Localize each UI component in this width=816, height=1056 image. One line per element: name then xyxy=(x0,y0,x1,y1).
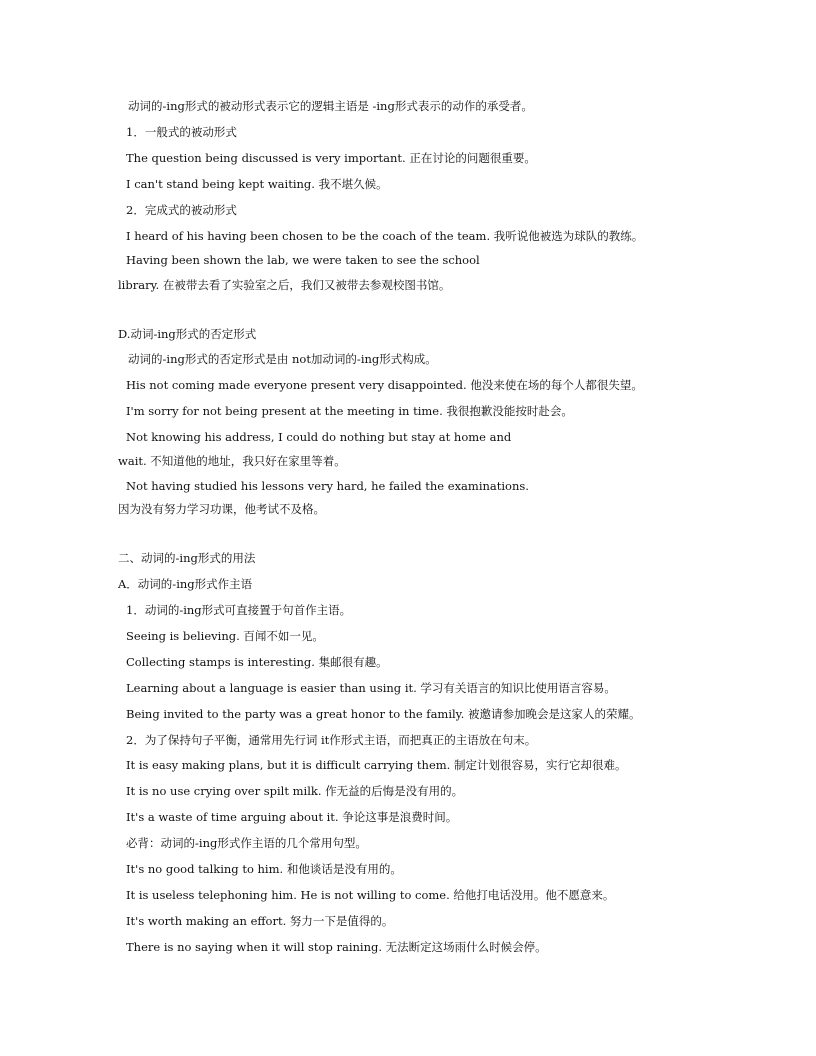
text-line-4: I can't stand being kept waiting. 我不堪久候。 xyxy=(126,177,388,191)
text-line-24: 2．为了保持句子平衡，通常用先行词 it作形式主语，而把真正的主语放在句末。 xyxy=(126,733,537,747)
text-line-13: Not knowing his address, I could do nothing but stay at home and xyxy=(126,430,512,444)
text-line-23: Being invited to the party was a great honor to the family. 被邀请参加晚会是这家人的荣耀。 xyxy=(126,707,641,721)
text-line-32: There is no saying when it will stop raining. 无法断定这场雨什么时候会停。 xyxy=(126,940,547,954)
section-heading-2: 二、动词的-ing形式的用法 xyxy=(118,551,256,565)
subsection-heading-a: A．动词的-ing形式作主语 xyxy=(118,577,253,591)
text-line-14: wait. 不知道他的地址，我只好在家里等着。 xyxy=(118,454,346,468)
text-line-20: Seeing is believing. 百闻不如一见。 xyxy=(126,629,324,643)
text-line-7: Having been shown the lab, we were taken to see the school xyxy=(126,253,480,267)
text-line-2: 1．一般式的被动形式 xyxy=(126,125,237,139)
text-line-19: 1．动词的-ing形式可直接置于句首作主语。 xyxy=(126,603,352,617)
text-line-27: It's a waste of time arguing about it. 争论这事是浪费时间。 xyxy=(126,810,458,824)
section-heading-d: D.动词-ing形式的否定形式 xyxy=(118,327,257,341)
text-line-1: 动词的-ing形式的被动形式表示它的逻辑主语是 -ing形式表示的动作的承受者。 xyxy=(128,99,533,113)
text-line-30: It is useless telephoning him. He is not willing to come. 给他打电话没用。他不愿意来。 xyxy=(126,888,615,902)
text-line-25: It is easy making plans, but it is difficult carrying them. 制定计划很容易，实行它却很难。 xyxy=(126,758,627,772)
text-line-29: It's no good talking to him. 和他谈话是没有用的。 xyxy=(126,862,402,876)
text-line-3: The question being discussed is very important. 正在讨论的问题很重要。 xyxy=(126,151,536,165)
text-line-21: Collecting stamps is interesting. 集邮很有趣。 xyxy=(126,655,388,669)
text-line-11: His not coming made everyone present very disappointed. 他没来使在场的每个人都很失望。 xyxy=(126,378,643,392)
text-line-12: I'm sorry for not being present at the meeting in time. 我很抱歉没能按时赴会。 xyxy=(126,404,573,418)
text-line-22: Learning about a language is easier than using it. 学习有关语言的知识比使用语言容易。 xyxy=(126,681,616,695)
text-line-6: I heard of his having been chosen to be the coach of the team. 我听说他被选为球队的教练。 xyxy=(126,229,644,243)
text-line-28: 必背：动词的-ing形式作主语的几个常用句型。 xyxy=(126,836,367,850)
text-line-26: It is no use crying over spilt milk. 作无益的后悔是没有用的。 xyxy=(126,784,464,798)
text-line-31: It's worth making an effort. 努力一下是值得的。 xyxy=(126,914,394,928)
text-line-8: library. 在被带去看了实验室之后，我们又被带去参观校图书馆。 xyxy=(118,278,451,292)
text-line-10: 动词的-ing形式的否定形式是由 not加动词的-ing形式构成。 xyxy=(128,352,437,366)
text-line-16: 因为没有努力学习功课，他考试不及格。 xyxy=(118,502,325,516)
text-line-5: 2．完成式的被动形式 xyxy=(126,203,237,217)
text-line-15: Not having studied his lessons very hard, he failed the examinations. xyxy=(126,479,529,493)
